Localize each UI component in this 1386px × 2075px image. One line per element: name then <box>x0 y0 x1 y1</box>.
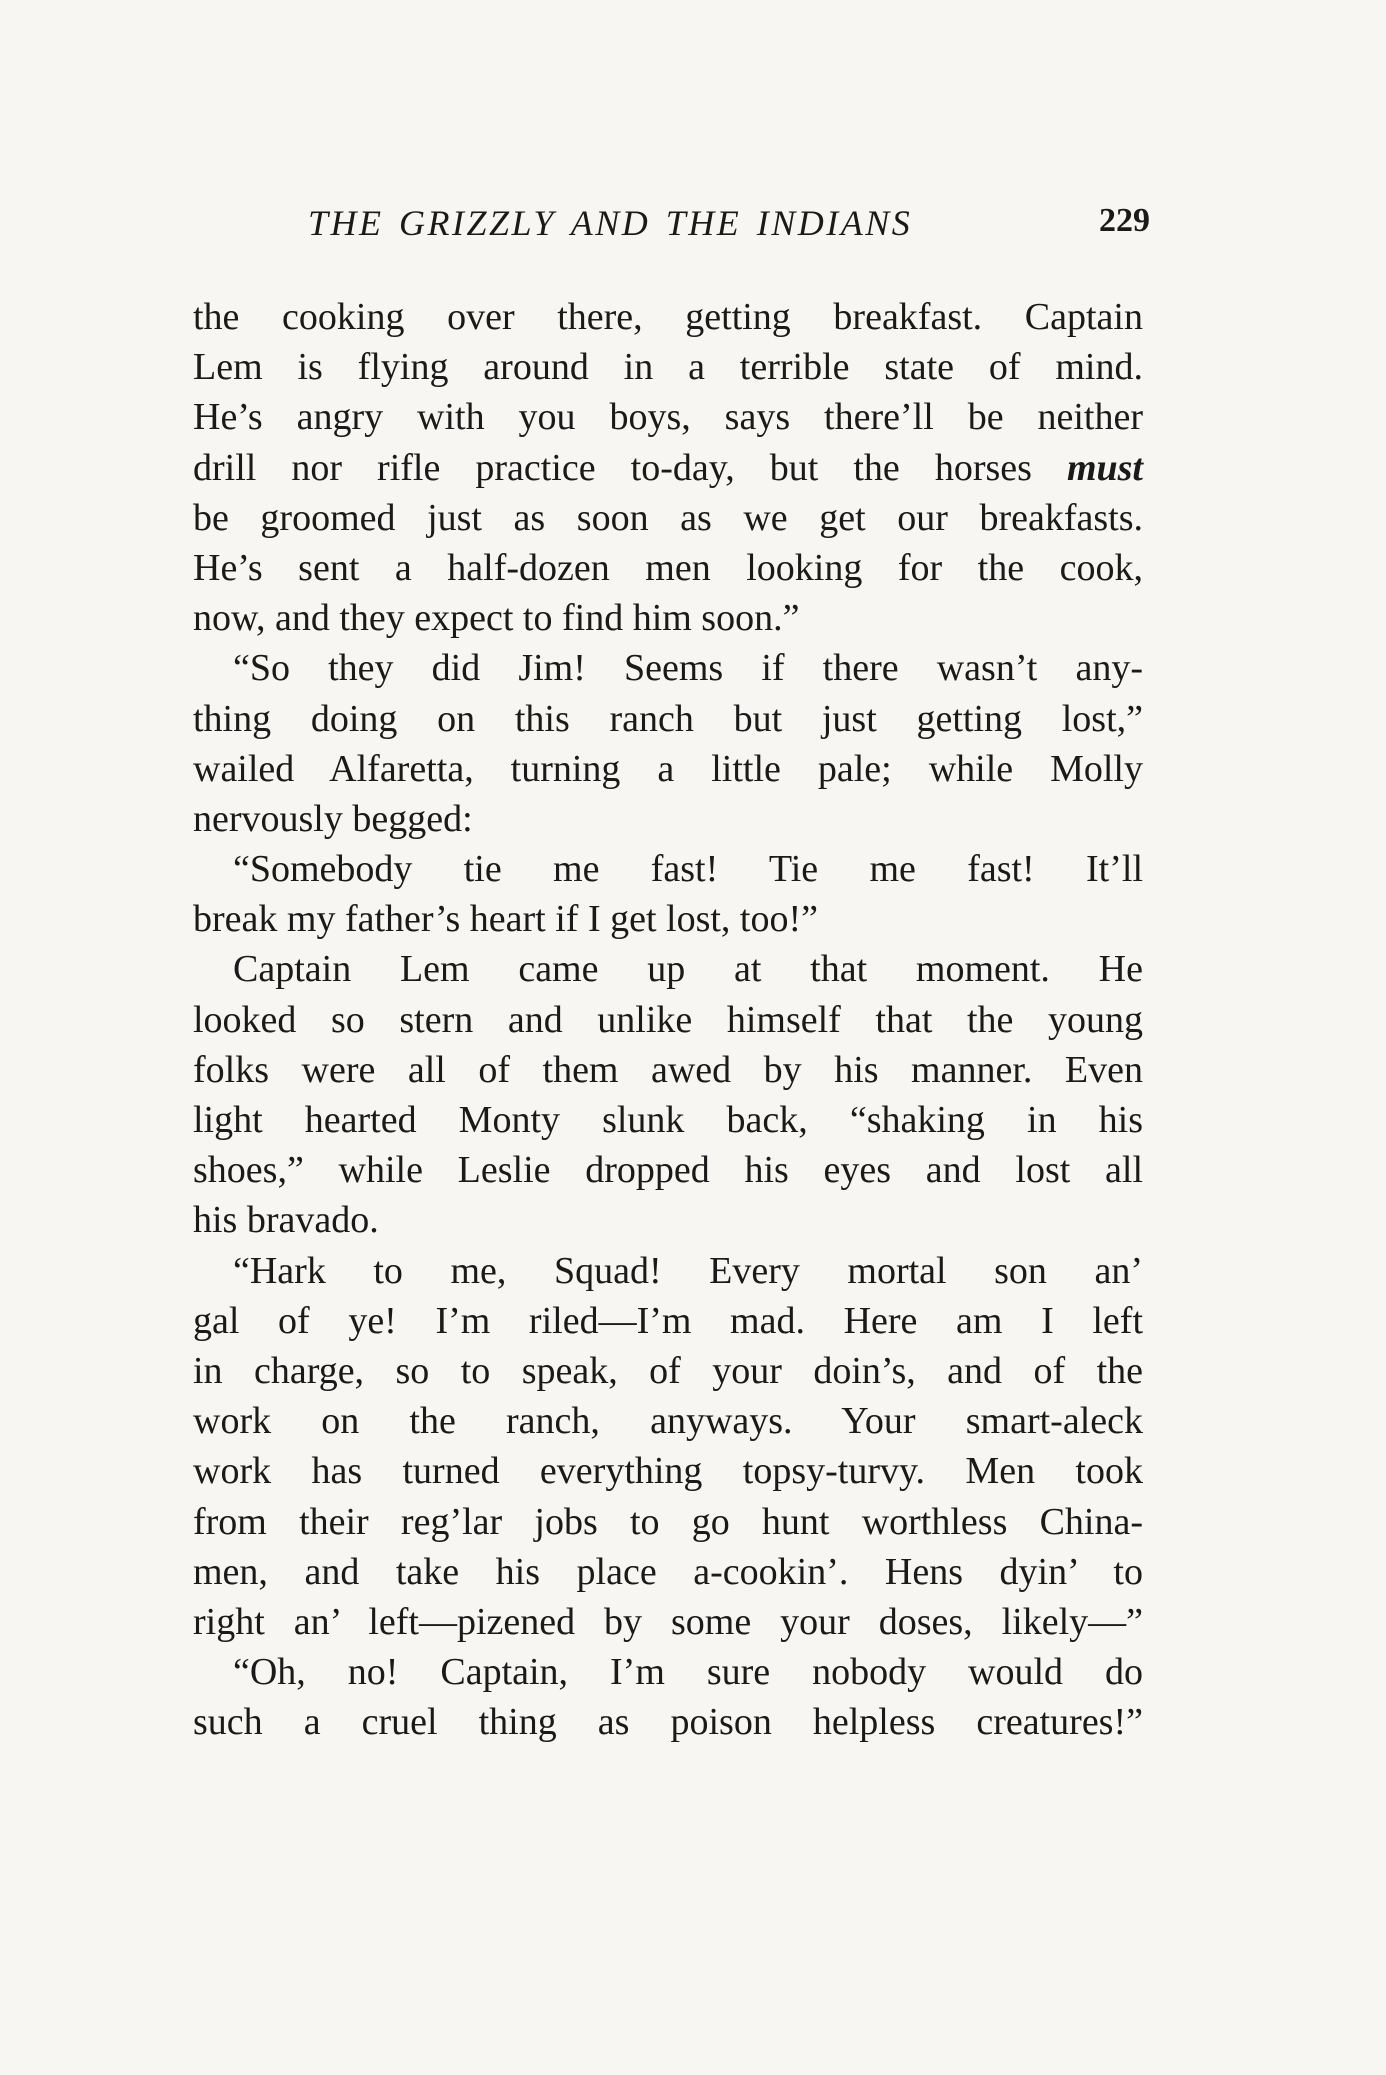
text-line: work on the ranch, anyways. Your smart-aleck <box>193 1400 1143 1443</box>
text-line: break my father’s heart if I get lost, too!” <box>193 898 819 941</box>
page-number: 229 <box>1099 202 1150 239</box>
text-line: now, and they expect to find him soon.” <box>193 597 800 640</box>
text-line: right an’ left—pizened by some your doses, likely—” <box>193 1600 1143 1643</box>
text-line: “Hark to me, Squad! Every mortal son an’ <box>233 1249 1143 1292</box>
text-line: nervously begged: <box>193 797 473 840</box>
text-line: the cooking over there, getting breakfast. Captain <box>193 296 1143 338</box>
text-line: wailed Alfaretta, turning a little pale; while Molly <box>193 747 1143 790</box>
text-line: be groomed just as soon as we get our breakfasts. <box>193 496 1143 539</box>
emphasis-must: must <box>1066 446 1143 489</box>
body-text <box>193 292 1143 1747</box>
text-line: from their reg’lar jobs to go hunt worthless China- <box>193 1500 1143 1543</box>
text-line: Lem is flying around in a terrible state of mind. <box>193 346 1143 389</box>
text-line: “So they did Jim! Seems if there wasn’t any- <box>233 647 1143 690</box>
text-line: He’s sent a half-dozen men looking for the cook, <box>193 546 1143 589</box>
text-line: shoes,” while Leslie dropped his eyes and lost all <box>193 1149 1143 1192</box>
text-line: He’s angry with you boys, says there’ll be neither <box>193 396 1143 439</box>
text-line: work has turned everything topsy-turvy. Men took <box>193 1450 1143 1493</box>
text-line: thing doing on this ranch but just getting lost,” <box>193 697 1143 740</box>
text-line: gal of ye! I’m riled—I’m mad. Here am I left <box>193 1299 1143 1342</box>
text-line: light hearted Monty slunk back, “shaking in his <box>193 1099 1143 1141</box>
text-line: looked so stern and unlike himself that the young <box>193 998 1143 1041</box>
running-title: THE GRIZZLY AND THE INDIANS <box>308 203 913 243</box>
text-line: folks were all of them awed by his manner. Even <box>193 1048 1143 1091</box>
text-line: men, and take his place a-cookin’. Hens dyin’ to <box>193 1550 1143 1593</box>
page-header <box>300 202 1150 262</box>
text-line: drill nor rifle practice to-day, but the horses must <box>193 446 1143 489</box>
text-line: “Somebody tie me fast! Tie me fast! It’ll <box>233 848 1143 891</box>
text-line: “Oh, no! Captain, I’m sure nobody would do <box>233 1651 1143 1694</box>
text-line: in charge, so to speak, of your doin’s, and of the <box>193 1349 1143 1392</box>
text-line: Captain Lem came up at that moment. He <box>233 948 1143 991</box>
text-line: his bravado. <box>193 1199 379 1242</box>
text-line: such a cruel thing as poison helpless creatures!” <box>193 1701 1143 1744</box>
